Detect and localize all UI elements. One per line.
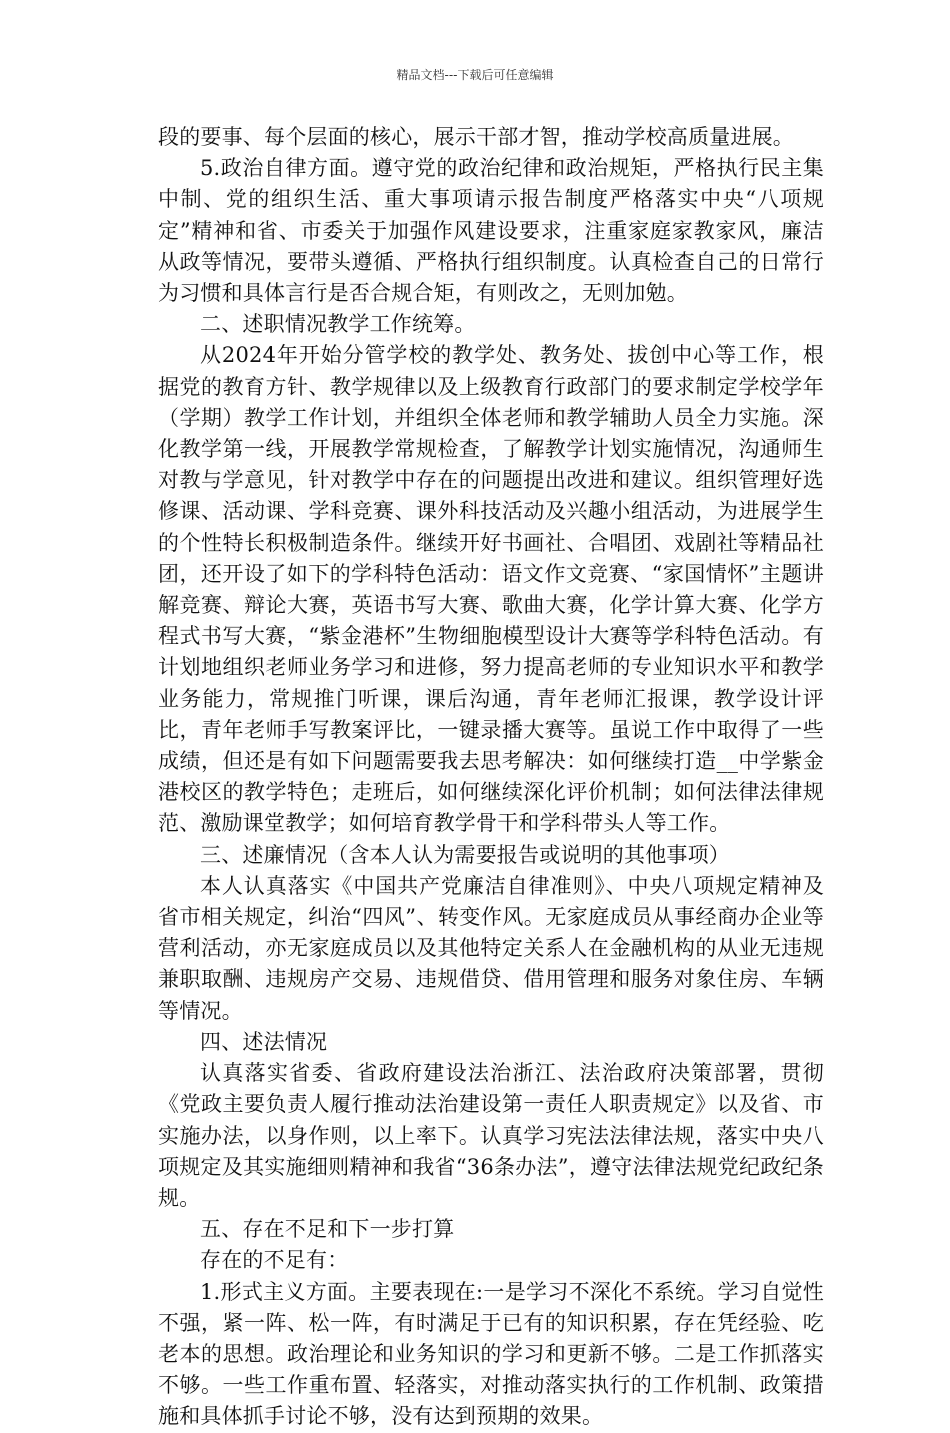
paragraph-formalism: 1.形式主义方面。主要表现在:一是学习不深化不系统。学习自觉性不强，紧一阵、松一阵，有时满足于已有的知识积累，存在凭经验、吃老本的思想。政治理论和业务知识的学习和更新不够。二是工作抓落实不够。一些工作重布置、轻落实，对推动落实执行的工作机制、政策措施和具体抓手讨论不够，没有达到预期的效果。: [158, 1279, 824, 1429]
section-heading-4: 四、述法情况: [200, 1029, 328, 1054]
paragraph-political-discipline: 5.政治自律方面。遵守党的政治纪律和政治规矩，严格执行民主集中制、党的组织生活、重大事项请示报告制度严格落实中央“八项规定”精神和省、市委关于加强作风建设要求，注重家庭家教家风，廉洁从政等情况，要带头遵循、严格执行组织制度。认真检查自己的日常行为习惯和具体言行是否合规合矩，有则改之，无则加勉。: [158, 156, 824, 306]
section-heading-5: 五、存在不足和下一步打算: [200, 1217, 455, 1242]
document-body: [158, 122, 824, 1433]
paragraph-rule-of-law: 认真落实省委、省政府建设法治浙江、法治政府决策部署，贯彻《党政主要负责人履行推动法治建设第一责任人职责规定》以及省、市实施办法，以身作则，以上率下。认真学习宪法法律法规，落实中央八项规定及其实施细则精神和我省“36条办法”，遵守法律法规党纪政纪条规。: [158, 1061, 824, 1210]
section-heading-3: 三、述廉情况（含本人认为需要报告或说明的其他事项）: [200, 842, 730, 867]
page-header: 精品文档---下载后可任意编辑: [396, 68, 554, 82]
paragraph-teaching-work: 从2024年开始分管学校的教学处、教务处、拔创中心等工作，根据党的教育方针、教学规律以及上级教育行政部门的要求制定学校学年（学期）教学工作计划，并组织全体老师和教学辅助人员全力实施。深化教学第一线，开展教学常规检查，了解教学计划实施情况，沟通师生对教与学意见，针对教学中存在的问题提出改进和建议。组织管理好选修课、活动课、学科竞赛、课外科技活动及兴趣小组活动，为进展学生的个性特长积极制造条件。继续开好书画社、合唱团、戏剧社等精品社团，还开设了如下的学科特色活动：语文作文竞赛、“家国情怀”主题讲解竞赛、辩论大赛，英语书写大赛、歌曲大赛，化学计算大赛、化学方程式书写大赛，“紫金港杯”生物细胞模型设计大赛等学科特色活动。有计划地组织老师业务学习和进修，努力提高老师的专业知识水平和教学业务能力，常规推门听课，课后沟通，青年老师汇报课，教学设计评比，青年老师手写教案评比，一键录播大赛等。虽说工作中取得了一些成绩，但还是有如下问题需要我去思考解决：如何继续打造__中学紫金港校区的教学特色；走班后，如何继续深化评价机制；如何法律法律规范、激励课堂教学；如何培育教学骨干和学科带头人等工作。: [158, 343, 824, 836]
paragraph-shortcomings-intro: 存在的不足有：: [200, 1248, 349, 1273]
section-heading-2: 二、述职情况教学工作统筹。: [200, 312, 476, 337]
paragraph-continuation: 段的要事、每个层面的核心，展示干部才智，推动学校高质量进展。: [158, 125, 794, 149]
paragraph-integrity: 本人认真落实《中国共产党廉洁自律准则》、中央八项规定精神及省市相关规定，纠治“四风”、转变作风。无家庭成员从事经商办企业等营利活动，亦无家庭成员以及其他特定关系人在金融机构的从业无违规兼职取酬、违规房产交易、违规借贷、借用管理和服务对象住房、车辆等情况。: [158, 873, 824, 1023]
